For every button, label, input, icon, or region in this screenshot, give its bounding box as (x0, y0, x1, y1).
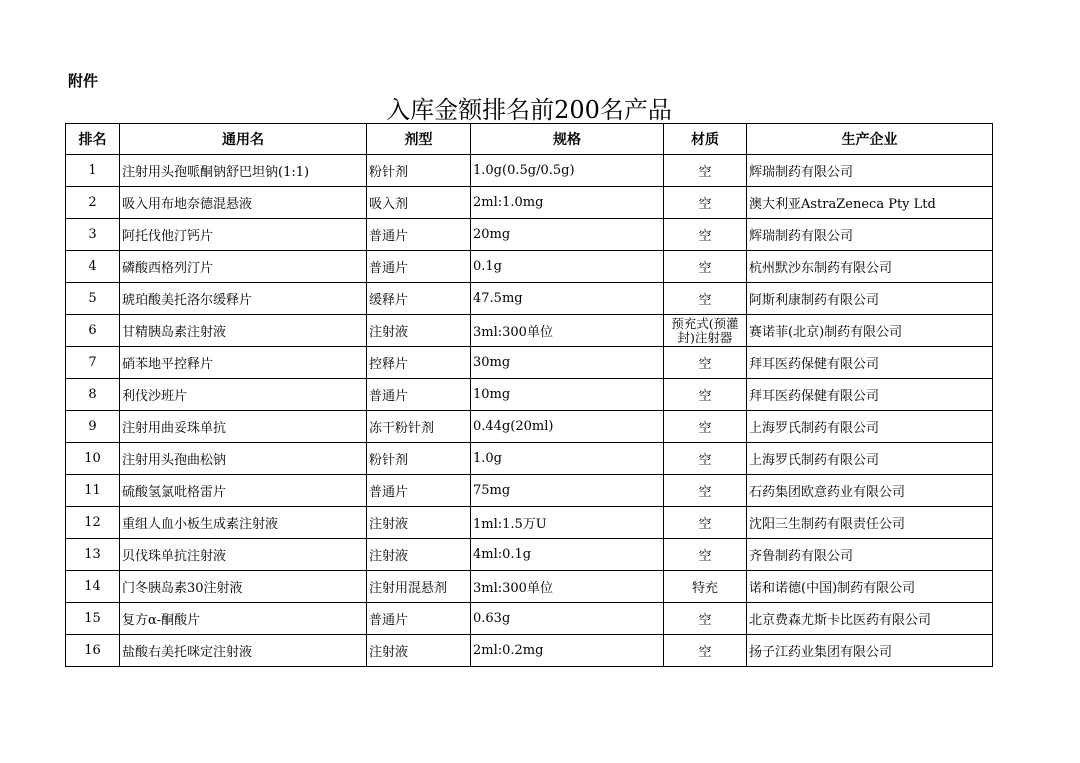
cell-manufacturer: 阿斯利康制药有限公司 (747, 283, 993, 315)
cell-specification: 3ml:300单位 (471, 571, 664, 603)
cell-manufacturer: 上海罗氏制药有限公司 (747, 443, 993, 475)
cell-generic-name: 硝苯地平控释片 (120, 347, 367, 379)
cell-manufacturer: 杭州默沙东制药有限公司 (747, 251, 993, 283)
cell-dosage-form: 粉针剂 (367, 155, 471, 187)
cell-material: 空 (664, 443, 747, 475)
cell-generic-name: 阿托伐他汀钙片 (120, 219, 367, 251)
cell-manufacturer: 辉瑞制药有限公司 (747, 155, 993, 187)
header-dosage-form: 剂型 (367, 124, 471, 155)
cell-generic-name: 利伐沙班片 (120, 379, 367, 411)
cell-rank: 13 (66, 539, 120, 571)
annex-label: 附件 (68, 72, 99, 90)
cell-generic-name: 贝伐珠单抗注射液 (120, 539, 367, 571)
cell-material: 空 (664, 411, 747, 443)
cell-dosage-form: 普通片 (367, 603, 471, 635)
table-row (66, 411, 993, 443)
cell-dosage-form: 缓释片 (367, 283, 471, 315)
product-table (65, 123, 993, 667)
table-body (66, 155, 993, 667)
cell-generic-name: 吸入用布地奈德混悬液 (120, 187, 367, 219)
cell-material: 空 (664, 603, 747, 635)
cell-rank: 9 (66, 411, 120, 443)
cell-dosage-form: 注射液 (367, 539, 471, 571)
cell-generic-name: 注射用曲妥珠单抗 (120, 411, 367, 443)
cell-dosage-form: 控释片 (367, 347, 471, 379)
cell-rank: 10 (66, 443, 120, 475)
cell-generic-name: 门冬胰岛素30注射液 (120, 571, 367, 603)
cell-dosage-form: 粉针剂 (367, 443, 471, 475)
cell-generic-name: 甘精胰岛素注射液 (120, 315, 367, 347)
cell-generic-name: 磷酸西格列汀片 (120, 251, 367, 283)
cell-rank: 2 (66, 187, 120, 219)
cell-dosage-form: 吸入剂 (367, 187, 471, 219)
cell-manufacturer: 澳大利亚AstraZeneca Pty Ltd (747, 187, 993, 219)
cell-generic-name: 盐酸右美托咪定注射液 (120, 635, 367, 667)
header-manufacturer: 生产企业 (747, 124, 993, 155)
cell-manufacturer: 石药集团欧意药业有限公司 (747, 475, 993, 507)
cell-rank: 15 (66, 603, 120, 635)
cell-dosage-form: 注射液 (367, 507, 471, 539)
cell-material: 空 (664, 187, 747, 219)
cell-specification: 0.63g (471, 603, 664, 635)
cell-manufacturer: 拜耳医药保健有限公司 (747, 379, 993, 411)
cell-material: 空 (664, 219, 747, 251)
cell-material: 预充式(预灌封)注射器 (664, 315, 747, 347)
cell-generic-name: 硫酸氢氯吡格雷片 (120, 475, 367, 507)
cell-dosage-form: 注射液 (367, 315, 471, 347)
table-row (66, 635, 993, 667)
table-row (66, 379, 993, 411)
cell-material: 空 (664, 283, 747, 315)
table-row (66, 219, 993, 251)
cell-specification: 20mg (471, 219, 664, 251)
cell-rank: 6 (66, 315, 120, 347)
cell-material: 空 (664, 347, 747, 379)
table-row (66, 187, 993, 219)
cell-specification: 30mg (471, 347, 664, 379)
cell-manufacturer: 赛诺菲(北京)制药有限公司 (747, 315, 993, 347)
cell-dosage-form: 普通片 (367, 251, 471, 283)
cell-generic-name: 注射用头孢哌酮钠舒巴坦钠(1:1) (120, 155, 367, 187)
cell-dosage-form: 冻干粉针剂 (367, 411, 471, 443)
cell-specification: 2ml:1.0mg (471, 187, 664, 219)
cell-rank: 4 (66, 251, 120, 283)
cell-specification: 1ml:1.5万U (471, 507, 664, 539)
cell-specification: 2ml:0.2mg (471, 635, 664, 667)
page-title: 入库金额排名前200名产品 (386, 96, 672, 124)
table-row (66, 603, 993, 635)
cell-rank: 3 (66, 219, 120, 251)
cell-dosage-form: 普通片 (367, 475, 471, 507)
cell-rank: 12 (66, 507, 120, 539)
cell-specification: 1.0g(0.5g/0.5g) (471, 155, 664, 187)
table-row (66, 155, 993, 187)
cell-manufacturer: 辉瑞制药有限公司 (747, 219, 993, 251)
table-row (66, 507, 993, 539)
header-generic-name: 通用名 (120, 124, 367, 155)
cell-manufacturer: 扬子江药业集团有限公司 (747, 635, 993, 667)
table-row (66, 571, 993, 603)
cell-specification: 3ml:300单位 (471, 315, 664, 347)
cell-dosage-form: 普通片 (367, 219, 471, 251)
cell-specification: 0.44g(20ml) (471, 411, 664, 443)
table-row (66, 347, 993, 379)
table-row (66, 475, 993, 507)
cell-material: 空 (664, 475, 747, 507)
cell-rank: 14 (66, 571, 120, 603)
cell-material: 空 (664, 251, 747, 283)
cell-specification: 1.0g (471, 443, 664, 475)
table-row (66, 283, 993, 315)
table-row (66, 443, 993, 475)
cell-material: 空 (664, 507, 747, 539)
cell-material: 空 (664, 539, 747, 571)
cell-material: 空 (664, 379, 747, 411)
header-specification: 规格 (471, 124, 664, 155)
cell-manufacturer: 上海罗氏制药有限公司 (747, 411, 993, 443)
cell-material: 空 (664, 155, 747, 187)
cell-generic-name: 重组人血小板生成素注射液 (120, 507, 367, 539)
cell-rank: 11 (66, 475, 120, 507)
cell-dosage-form: 注射液 (367, 635, 471, 667)
header-material: 材质 (664, 124, 747, 155)
cell-generic-name: 琥珀酸美托洛尔缓释片 (120, 283, 367, 315)
cell-rank: 16 (66, 635, 120, 667)
cell-material: 特充 (664, 571, 747, 603)
cell-manufacturer: 北京费森尤斯卡比医药有限公司 (747, 603, 993, 635)
cell-manufacturer: 拜耳医药保健有限公司 (747, 347, 993, 379)
header-rank: 排名 (66, 124, 120, 155)
cell-dosage-form: 注射用混悬剂 (367, 571, 471, 603)
table-row (66, 539, 993, 571)
cell-specification: 0.1g (471, 251, 664, 283)
cell-rank: 7 (66, 347, 120, 379)
table-header-row (66, 124, 993, 155)
cell-generic-name: 复方α-酮酸片 (120, 603, 367, 635)
table-row (66, 315, 993, 347)
cell-specification: 10mg (471, 379, 664, 411)
cell-generic-name: 注射用头孢曲松钠 (120, 443, 367, 475)
cell-manufacturer: 沈阳三生制药有限责任公司 (747, 507, 993, 539)
cell-dosage-form: 普通片 (367, 379, 471, 411)
cell-material: 空 (664, 635, 747, 667)
cell-rank: 5 (66, 283, 120, 315)
cell-specification: 75mg (471, 475, 664, 507)
cell-rank: 8 (66, 379, 120, 411)
cell-rank: 1 (66, 155, 120, 187)
cell-manufacturer: 齐鲁制药有限公司 (747, 539, 993, 571)
cell-specification: 47.5mg (471, 283, 664, 315)
cell-specification: 4ml:0.1g (471, 539, 664, 571)
table-row (66, 251, 993, 283)
cell-manufacturer: 诺和诺德(中国)制药有限公司 (747, 571, 993, 603)
